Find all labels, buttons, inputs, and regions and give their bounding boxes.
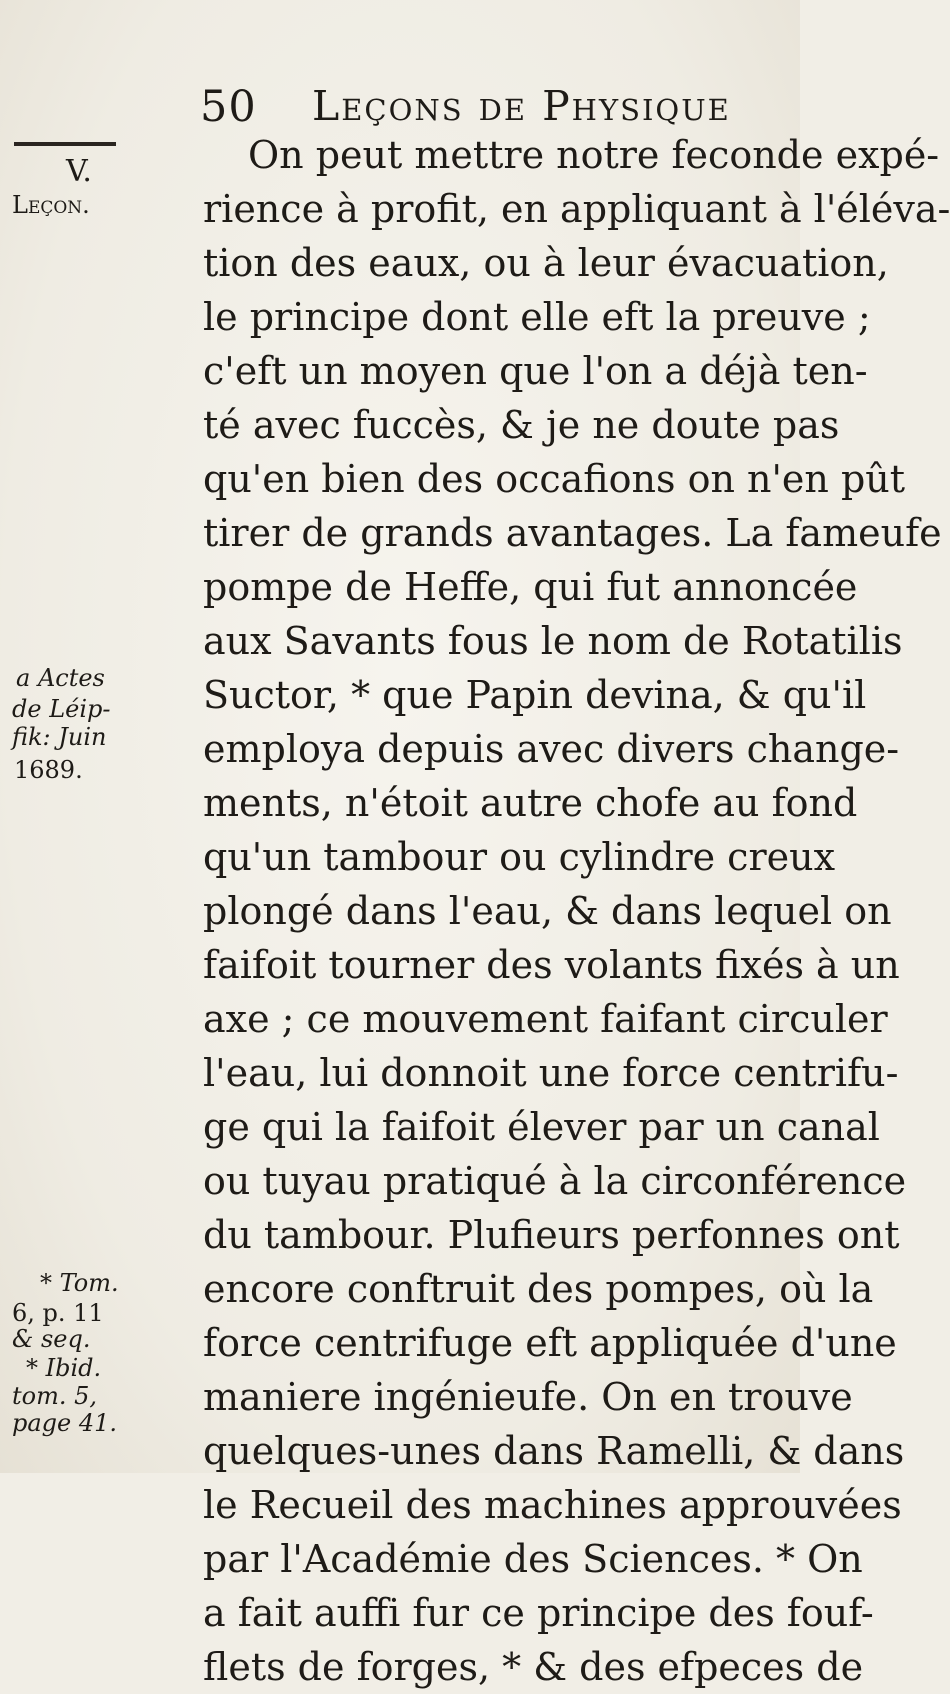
margin-note-a-line1: a Actes [16, 664, 105, 692]
body-line: quelques-unes dans Ramelli, & dans [203, 1429, 905, 1473]
body-line: Suctor, * que Papin devina, & qu'il [203, 673, 867, 717]
margin-note-b-line5: tom. 5, [12, 1382, 98, 1410]
body-line: l'eau, lui donnoit une force centrifu- [203, 1051, 899, 1095]
body-line: a fait auffi fur ce principe des fouf- [203, 1591, 874, 1635]
body-line: ou tuyau pratiqué à la circonférence [203, 1159, 907, 1203]
body-line: encore conftruit des pompes, où la [203, 1267, 874, 1311]
body-line: par l'Académie des Sciences. * On [203, 1537, 863, 1581]
body-line: qu'en bien des occafions on n'en pût [203, 457, 906, 501]
body-line: flets de forges, * & des efpeces de [203, 1645, 864, 1689]
margin-note-b-line2: 6, p. 11 [12, 1299, 104, 1327]
body-line: c'eft un moyen que l'on a déjà ten- [203, 349, 868, 393]
body-line: employa depuis avec divers change- [203, 727, 900, 771]
body-line: tion des eaux, ou à leur évacuation, [203, 241, 889, 285]
body-line: ge qui la faifoit élever par un canal [203, 1105, 880, 1149]
body-line: plongé dans l'eau, & dans lequel on [203, 889, 892, 933]
body-line: qu'un tambour ou cylindre creux [203, 835, 836, 879]
margin-note-b-line1: * Tom. [40, 1269, 119, 1297]
body-line: le principe dont elle eft la preuve ; [203, 295, 871, 339]
body-line: le Recueil des machines approuvées [203, 1483, 902, 1527]
margin-note-b-line3: & seq. [12, 1325, 91, 1353]
body-line: faifoit tourner des volants fixés à un [203, 943, 900, 987]
margin-lecon-number: V. [66, 154, 92, 189]
margin-lecon-label: Leçon. [12, 191, 90, 219]
body-line: axe ; ce mouvement faifant circuler [203, 997, 888, 1041]
margin-note-a-line4: 1689. [14, 756, 83, 784]
body-line: On peut mettre notre feconde expé- [248, 133, 940, 177]
body-line: rience à profit, en appliquant à l'éléva- [203, 187, 950, 231]
margin-note-b-line4: * Ibid. [26, 1354, 102, 1382]
margin-note-a-line3: fik: Juin [12, 723, 107, 751]
body-line: té avec fuccès, & je ne doute pas [203, 403, 840, 447]
body-line: pompe de Heffe, qui fut annoncée [203, 565, 858, 609]
margin-note-a-line2: de Léip- [12, 695, 111, 723]
body-line: tirer de grands avantages. La fameufe [203, 511, 942, 555]
margin-rule [14, 142, 116, 146]
body-text [203, 128, 950, 1694]
running-head [0, 82, 800, 132]
running-title: Leçons de Physique [312, 82, 731, 130]
margin-note-b-line6: page 41. [12, 1409, 118, 1437]
body-line: maniere ingénieufe. On en trouve [203, 1375, 853, 1419]
body-line: force centrifuge eft appliquée d'une [203, 1321, 897, 1365]
body-line: du tambour. Plufieurs perfonnes ont [203, 1213, 900, 1257]
page-number: 50 [200, 82, 257, 132]
body-line: ments, n'étoit autre chofe au fond [203, 781, 858, 825]
body-line: aux Savants fous le nom de Rotatilis [203, 619, 903, 663]
